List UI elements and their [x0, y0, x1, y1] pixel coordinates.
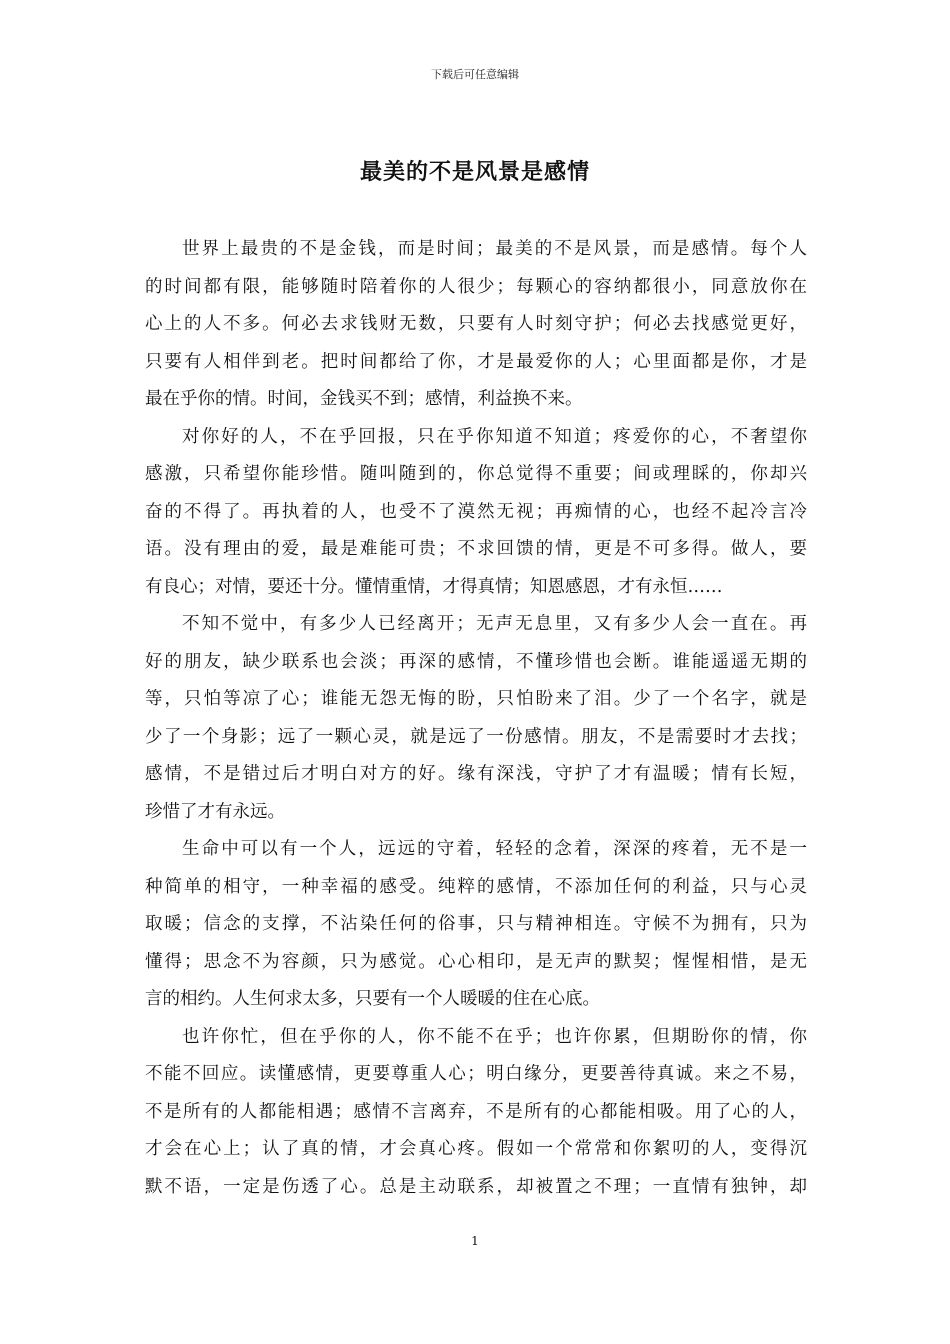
page-number: 1: [471, 1234, 479, 1248]
text-line: 世界上最贵的不是金钱，而是时间；最美的不是风景，而是感情。每个人: [182, 239, 807, 259]
text-line: 默不语，一定是伤透了心。总是主动联系，却被置之不理；一直情有独钟，却: [145, 1176, 807, 1197]
document-body: [145, 231, 807, 1206]
document-title: 最美的不是风景是感情: [359, 159, 590, 185]
text-line: 言的相约。人生何求太多，只要有一个人暖暖的住在心底。: [145, 989, 600, 1009]
text-line: 不能不回应。读懂感情，更要尊重人心；明白缘分，更要善待真诚。来之不易，: [145, 1064, 807, 1084]
text-line: 最在乎你的情。时间，金钱买不到；感情，利益换不来。: [145, 389, 583, 409]
text-line: 好的朋友，缺少联系也会淡；再深的感情，不懂珍惜也会断。谁能遥遥无期的: [145, 651, 807, 672]
text-line: 感激，只希望你能珍惜。随叫随到的，你总觉得不重要；间或理睬的，你却兴: [145, 464, 807, 484]
page-header: 下载后可任意编辑: [431, 68, 519, 81]
text-line: 才会在心上；认了真的情，才会真心疼。假如一个常常和你絮叨的人，变得沉: [145, 1139, 807, 1159]
text-line: 对你好的人，不在乎回报，只在乎你知道不知道；疼爱你的心，不奢望你: [182, 426, 807, 447]
text-line: 不知不觉中，有多少人已经离开；无声无息里，又有多少人会一直在。再: [182, 614, 807, 634]
text-line: 的时间都有限，能够随时陪着你的人很少；每颗心的容纳都很小，同意放你在: [145, 276, 807, 297]
text-line: 也许你忙，但在乎你的人，你不能不在乎；也许你累，但期盼你的情，你: [182, 1026, 807, 1047]
text-line: 取暖；信念的支撑，不沾染任何的俗事，只与精神相连。守候不为拥有，只为: [145, 914, 807, 934]
text-line: 等，只怕等凉了心；谁能无怨无悔的盼，只怕盼来了泪。少了一个名字，就是: [145, 689, 807, 709]
text-line: 生命中可以有一个人，远远的守着，轻轻的念着，深深的疼着，无不是一: [182, 839, 807, 859]
text-line: 语。没有理由的爱，最是难能可贵；不求回馈的情，更是不可多得。做人，要: [145, 539, 807, 559]
text-line: 珍惜了才有永远。: [145, 801, 285, 822]
paragraph-1: [145, 231, 807, 419]
text-line: 心上的人不多。何必去求钱财无数，只要有人时刻守护；何必去找感觉更好，: [145, 314, 807, 334]
paragraph-4: [145, 831, 807, 1019]
paragraph-2: [145, 419, 807, 607]
text-line: 不是所有的人都能相遇；感情不言离弃，不是所有的心都能相吸。用了心的人，: [145, 1101, 807, 1122]
paragraph-5: [145, 1019, 807, 1207]
text-line: 少了一个身影；远了一颗心灵，就是远了一份感情。朋友，不是需要时才去找；: [145, 726, 807, 747]
text-line: 奋的不得了。再执着的人，也受不了漠然无视；再痴情的心，也经不起冷言冷: [145, 501, 807, 522]
text-line: 感情，不是错过后才明白对方的好。缘有深浅，守护了才有温暖；情有长短，: [145, 764, 807, 784]
text-line: 有良心；对情，要还十分。懂情重情，才得真情；知恩感恩，才有永恒……: [145, 576, 723, 597]
paragraph-3: [145, 606, 807, 831]
text-line: 种简单的相守，一种幸福的感受。纯粹的感情，不添加任何的利益，只与心灵: [145, 876, 807, 897]
text-line: 只要有人相伴到老。把时间都给了你，才是最爱你的人；心里面都是你，才是: [145, 351, 807, 372]
text-line: 懂得；思念不为容颜，只为感觉。心心相印，是无声的默契；惺惺相惜，是无: [145, 951, 807, 972]
